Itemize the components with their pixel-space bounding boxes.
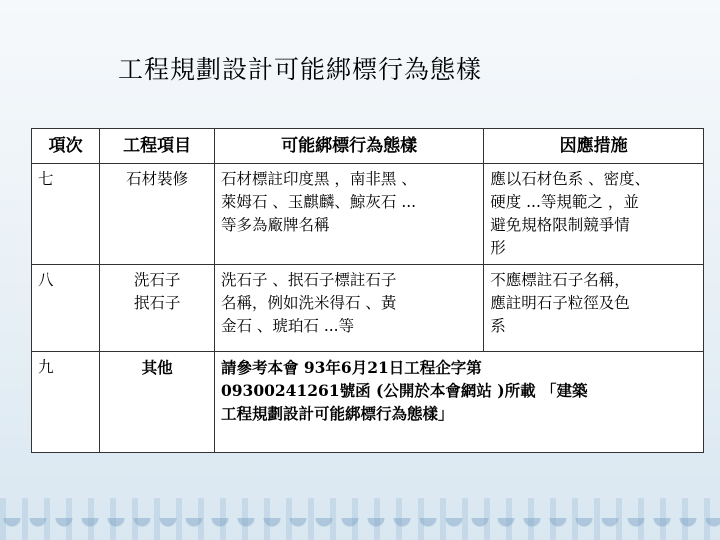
- row-behavior: [214, 164, 483, 265]
- row-measure: [484, 265, 704, 352]
- row-item: [100, 352, 215, 453]
- item-line: 其他: [141, 358, 173, 377]
- measure-line: 系: [490, 317, 506, 335]
- behavior-line: 洗石子 、抿石子標註石子: [220, 271, 397, 289]
- measure-line: 形: [490, 239, 506, 257]
- behavior-line: 等多為廠牌名稱: [220, 216, 330, 234]
- behavior-line: 石材標註印度黑 ，南非黑 、: [220, 170, 417, 188]
- header-behavior: 可能綁標行為態樣: [214, 129, 483, 164]
- row-item: [100, 265, 215, 352]
- header-measure: 因應措施: [484, 129, 704, 164]
- item-line: 抿石子: [133, 294, 181, 312]
- table-header-row: [32, 129, 704, 164]
- row-number: 七: [32, 164, 100, 265]
- measure-line: 不應標註石子名稱，: [490, 271, 630, 289]
- binding-behavior-table: [31, 128, 704, 453]
- measure-line: 硬度 ...等規範之 ，並: [490, 193, 639, 211]
- table-row: [32, 352, 704, 453]
- header-item: 工程項目: [100, 129, 215, 164]
- measure-line: 避免規格限制競爭情: [490, 216, 630, 234]
- note-line: 請參考本會 93年6月21日工程企字第: [220, 358, 482, 377]
- row-measure: [484, 164, 704, 265]
- behavior-line: 萊姆石 、玉麒麟、鯨灰石 ...: [220, 193, 417, 211]
- note-line: 工程規劃設計可能綁標行為態樣」: [220, 404, 454, 423]
- row-number: 八: [32, 265, 100, 352]
- measure-line: 應以石材色系 、密度、: [490, 170, 651, 188]
- header-no: 項次: [32, 129, 100, 164]
- page-title: 工程規劃設計可能綁標行為態樣: [118, 55, 483, 84]
- table-row: [32, 164, 704, 265]
- behavior-line: 名稱，例如洗米得石 、黃: [220, 294, 397, 312]
- table-row: [32, 265, 704, 352]
- measure-line: 應註明石子粒徑及色: [490, 294, 630, 312]
- note-line: 09300241261號函 (公開於本會網站 )所載 「建築: [220, 381, 588, 400]
- item-line: 石材裝修: [126, 170, 189, 188]
- row-number: 九: [32, 352, 100, 453]
- row-note: [214, 352, 703, 453]
- row-item: [100, 164, 215, 265]
- row-behavior: [214, 265, 483, 352]
- behavior-line: 金石 、琥珀石 ...等: [220, 317, 355, 335]
- item-line: 洗石子: [133, 271, 181, 289]
- decorative-wave-pattern: [0, 518, 720, 540]
